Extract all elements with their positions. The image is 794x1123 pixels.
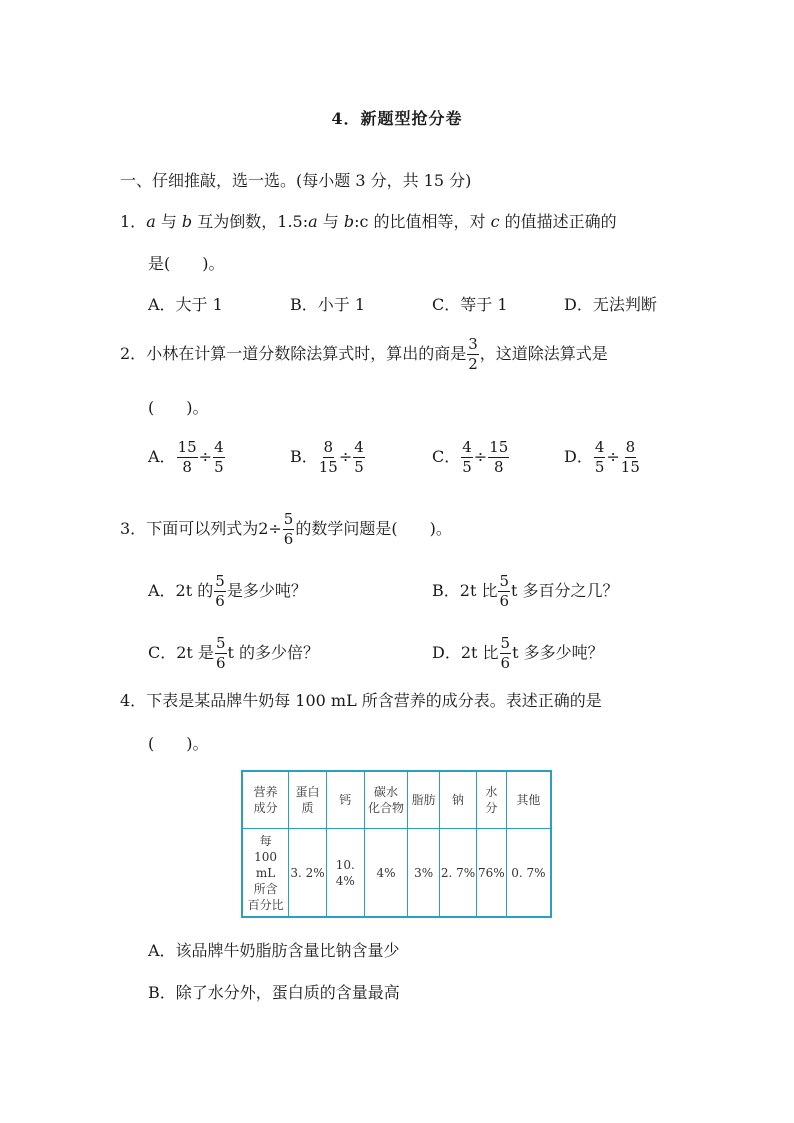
header-cell: 碳水 化合物 xyxy=(364,771,408,829)
fraction: $\frac{5}{6}$ xyxy=(283,510,294,548)
question-1-line-1: 1．a 与 b 互为倒数，1.5:a 与 b:c 的比值相等，对 c 的值描述正确的 xyxy=(120,212,617,231)
question-3-line-1: 3．下面可以列式为2÷ $\frac{5}{6}$ 的数学问题是( )。 xyxy=(120,510,452,548)
question-number: 4． xyxy=(120,691,147,710)
q2-option-b[interactable]: B． $\frac{8}{15}$ ÷ $\frac{4}{5}$ xyxy=(290,438,364,476)
page-title: 4．新题型抢分卷 xyxy=(331,109,463,128)
nutrition-table xyxy=(241,770,552,918)
question-4-line-2: ( )。 xyxy=(148,734,209,753)
header-cell: 其他 xyxy=(506,771,551,829)
q1-option-c[interactable]: C．等于 1 xyxy=(432,295,508,314)
table-cell: 4% xyxy=(364,829,408,918)
table-cell: 3% xyxy=(408,829,440,918)
table-cell: 2. 7% xyxy=(440,829,477,918)
header-cell: 水 分 xyxy=(476,771,506,829)
header-cell: 脂肪 xyxy=(408,771,440,829)
question-1-line-2: 是( )。 xyxy=(148,254,225,273)
fraction: $\frac{3}{2}$ xyxy=(468,335,478,373)
header-cell: 营养 成分 xyxy=(242,771,289,829)
table-cell: 0. 7% xyxy=(506,829,551,918)
q2-option-d[interactable]: D． $\frac{4}{5}$ ÷ $\frac{8}{15}$ xyxy=(564,438,640,476)
q2-option-c[interactable]: C． $\frac{4}{5}$ ÷ $\frac{15}{8}$ xyxy=(432,438,509,476)
table-cell: 3. 2% xyxy=(289,829,327,918)
q3-option-c[interactable]: C．2t 是 $\frac{5}{6}$ t 的多少倍？ xyxy=(148,634,320,672)
question-number: 3． xyxy=(120,519,147,538)
q2-option-a[interactable]: A． $\frac{15}{8}$ ÷ $\frac{4}{5}$ xyxy=(148,438,224,476)
q3-option-a[interactable]: A．2t 的 $\frac{5}{6}$ 是多少吨？ xyxy=(148,572,307,610)
q4-option-b[interactable]: B．除了水分外，蛋白质的含量最高 xyxy=(148,983,400,1002)
row-label-cell: 每 100 mL 所含 百分比 xyxy=(242,829,289,918)
question-number: 2． xyxy=(120,344,147,363)
question-2-line-1: 2．小林在计算一道分数除法算式时，算出的商是 $\frac{3}{2}$ ，这道除法算式是 xyxy=(120,335,608,373)
header-cell: 钠 xyxy=(440,771,477,829)
header-cell: 蛋白 质 xyxy=(289,771,327,829)
table-cell: 76% xyxy=(476,829,506,918)
header-cell: 钙 xyxy=(326,771,364,829)
q3-option-b[interactable]: B．2t 比 $\frac{5}{6}$ t 多百分之几？ xyxy=(432,572,619,610)
question-4-line-1: 4．下表是某品牌牛奶每 100 mL 所含营养的成分表。表述正确的是 xyxy=(120,691,602,710)
table-row xyxy=(242,829,551,918)
question-2-line-2: ( )。 xyxy=(148,398,209,417)
section-heading: 一、仔细推敲，选一选。(每小题 3 分，共 15 分) xyxy=(120,171,472,190)
question-number: 1． xyxy=(120,212,147,231)
q1-option-a[interactable]: A．大于 1 xyxy=(148,295,223,314)
q1-option-d[interactable]: D．无法判断 xyxy=(564,295,657,314)
q1-option-b[interactable]: B．小于 1 xyxy=(290,295,366,314)
q3-option-d[interactable]: D．2t 比 $\frac{5}{6}$ t 多多少吨？ xyxy=(432,634,604,672)
table-header-row xyxy=(242,771,551,829)
table-cell: 10. 4% xyxy=(326,829,364,918)
q4-option-a[interactable]: A．该品牌牛奶脂肪含量比钠含量少 xyxy=(148,941,400,960)
